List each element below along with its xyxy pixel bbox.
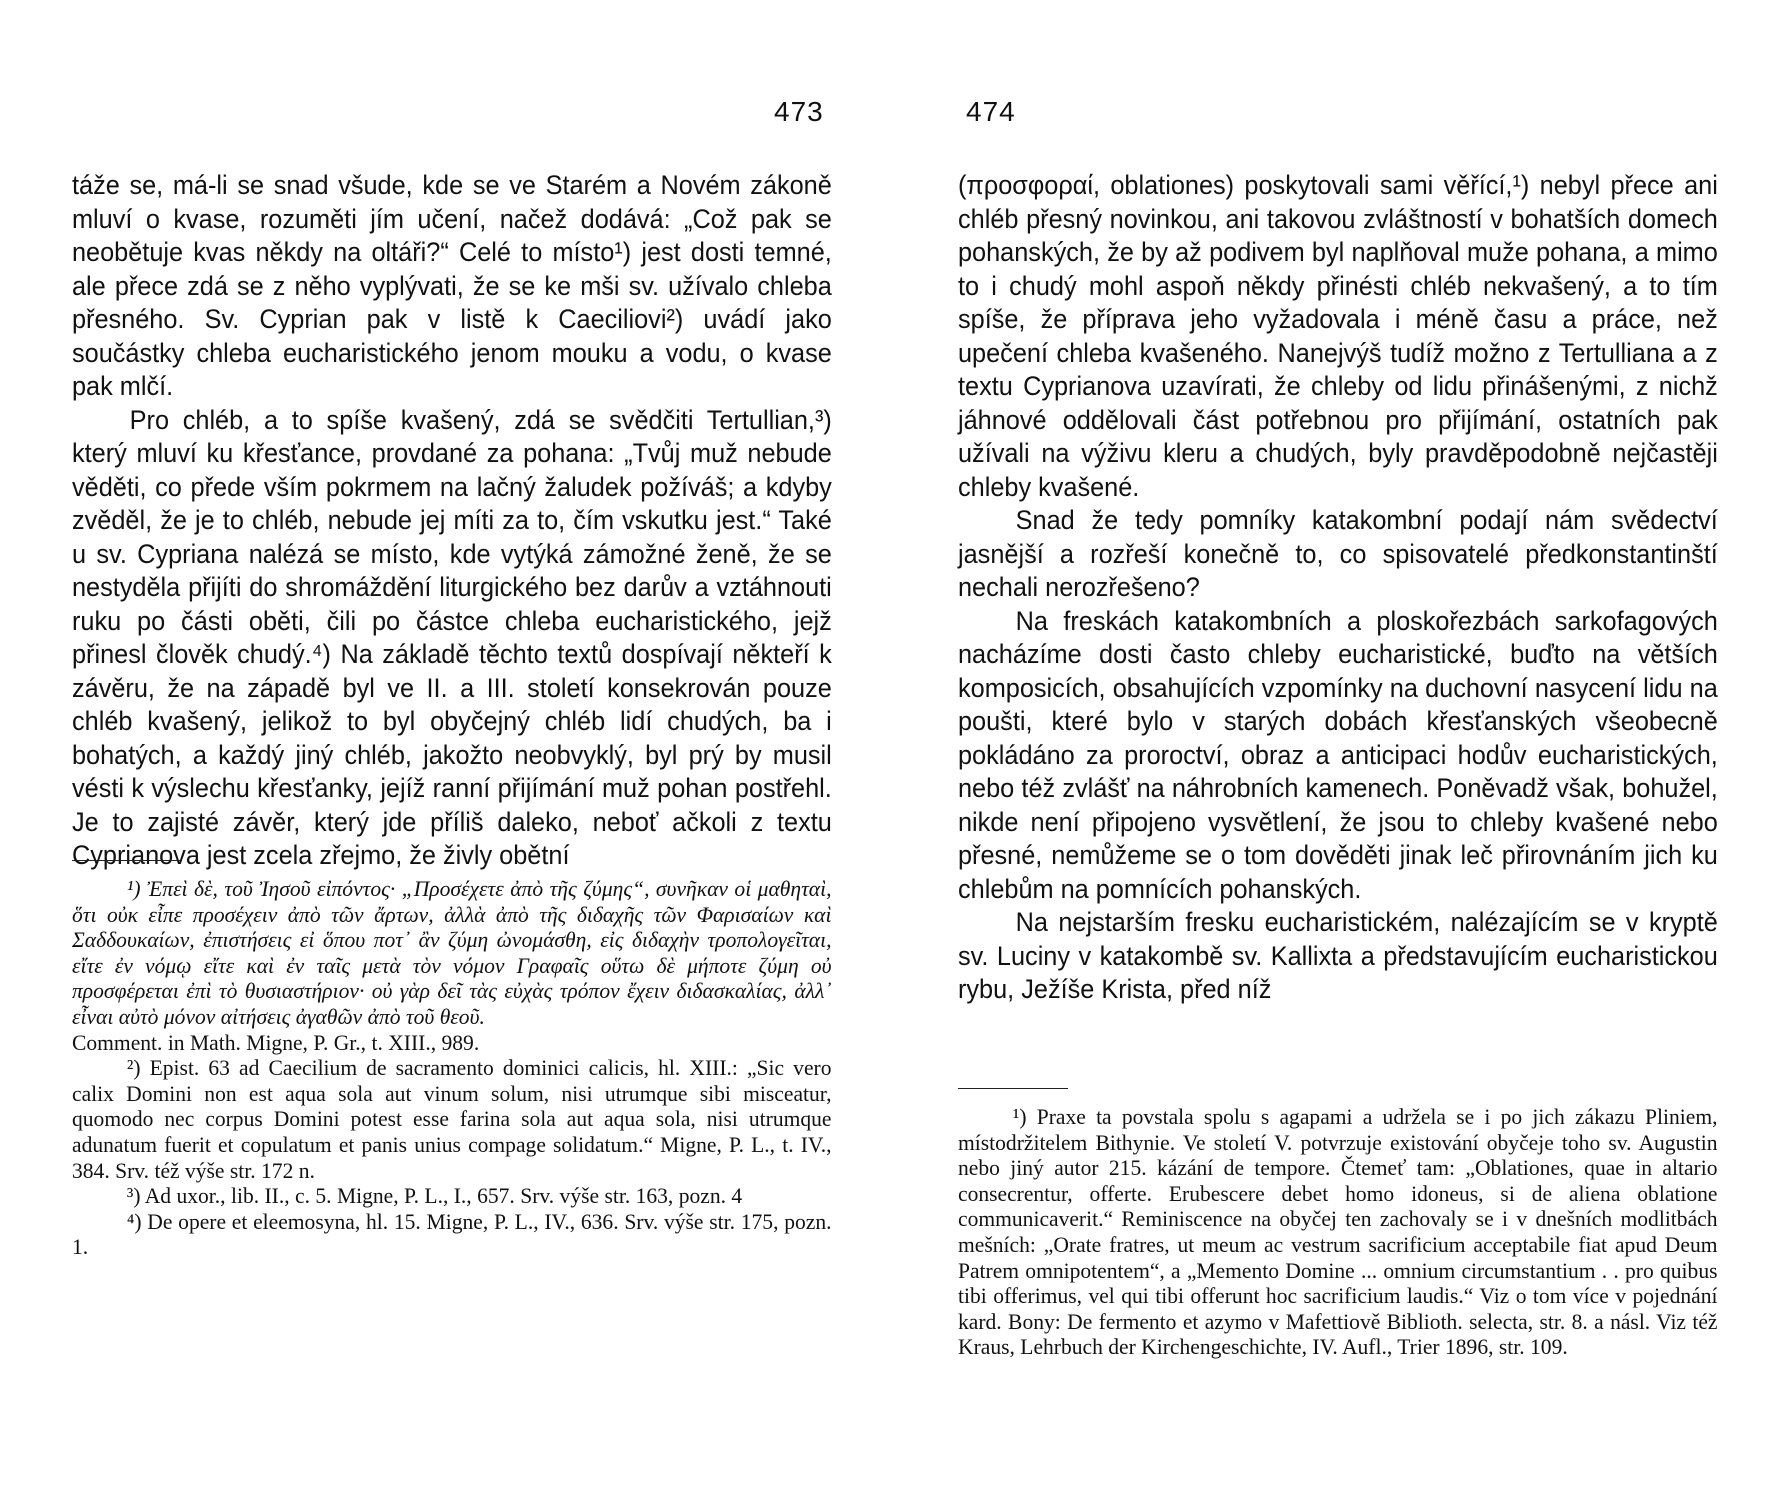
page-number: 474 [966,96,1016,127]
main-text [72,168,832,872]
footnotes [958,1104,1718,1360]
footnote: ⁴) De opere et eleemosyna, hl. 15. Migne, P. L., IV., 636. Srv. výše str. 175, pozn. 1. [72,1208,832,1260]
footnote-rule [958,1088,1068,1089]
footnote-rule [72,860,182,861]
paragraph: Snad že tedy pomníky katakombní podají nám svědectví jasnější a rozřeší konečně to, co spisovatelé předkonstantinští nechali nerozřešeno? [958,504,1718,602]
paragraph: Na nejstarším fresku eucharistickém, nalézajícím se v kryptě sv. Luciny v katakombě sv. Kallixta a představujícím eucharistickou rybu, Ježíše Krista, před níž [958,906,1718,1004]
footnote: ³) Ad uxor., lib. II., c. 5. Migne, P. L., I., 657. Srv. výše str. 163, pozn. 4 [126,1183,743,1209]
footnotes [72,876,832,1260]
paragraph: táže se, má-li se snad všude, kde se ve Starém a Novém zákoně mluví o kvase, rozuměti jím učení, načež dodává: „Což pak se neobětuje kvas někdy na oltáři?“ Celé to místo¹) jest dosti temné, ale přece zdá se z něho vyplývati, že se ke mši sv. užívalo chleba přesného. Sv. Cyprian pak v listě k Caeciliovi²) uvádí jako součástky chleba eucharistického jenom mouku a vodu, o kvase pak mlčí. [72,169,832,401]
paragraph: Na freskách katakombních a ploskořezbách sarkofagových nacházíme dosti často chleby eucharistické, buďto na větších komposicích, obsahujících vzpomínky na duchovní nasycení lidu na poušti, které bylo v starých dobách křesťanských všeobecně pokládáno za proroctví, obraz a anticipaci hodův eucharistických, nebo též zvlášť na náhrobních kamenech. Poněvadž však, bohužel, nikde není připojeno vysvětlení, že jsou to chleby kvašené nebo přesné, nemůžeme se o tom dověděti jinak leč přirovnáním jich ku chlebům na pomnících pohanských. [958,604,1718,904]
footnote: ¹) Ἐπεὶ δὲ, τοῦ Ἰησοῦ εἰπόντος· „Προσέχετε ἀπὸ τῆς ζύμης“, συνῆκαν οἱ μαθηταὶ, ὅτι οὐκ εἶπε προσέχειν ἀπὸ τῶν ἄρτων, ἀλλὰ ἀπὸ τῆς διδαχῆς τῶν Φαρισαίων καὶ Σαδδουκαίων, ἐπιστήσεις εἰ ὅπου ποτ᾽ ἂν ζύμη ὠνομάσθη, εἰς διδαχὴν τροπολογεῖται, εἴτε ἐν νόμῳ εἴτε καὶ ἐν ταῖς μετὰ τὸν νόμον Γραφαῖς οὕτω δὲ μήποτε ζύμη οὐ προσφέρεται ἐπὶ τὸ θυσιαστήριον· οὐ γὰρ δεῖ τὰς εὐχὰς τρόπον ἔχειν διδασκαλίας, ἀλλ᾽ εἶναι αὐτὸ μόνον αἰτήσεις ἀγαθῶν ἀπὸ τοῦ θεοῦ. [72,876,832,1029]
main-text [958,168,1718,1006]
left-page [72,0,832,1501]
footnote: ²) Epist. 63 ad Caecilium de sacramento dominici calicis, hl. XIII.: „Sic vero calix Domini non est aqua sola aut vinum solum, nisi utrumque sibi misceatur, quomodo nec corpus Domini potest esse farina sola aut aqua sola, nisi utrumque adunatum fuerit et copulatum et panis unius compage solidatum.“ Migne, P. L., t. IV., 384. Srv. též výše str. 172 n. [72,1055,832,1183]
footnote: ¹) Praxe ta povstala spolu s agapami a udržela se i po jich zákazu Pliniem, místodržitelem Bithynie. Ve století V. potvrzuje existování obyčeje toho sv. Augustin nebo jiný autor 215. kázání de tempore. Čtemeť tam: „Oblationes, quae in altario consecrentur, offerte. Erubescere debet homo idoneus, si de aliena oblatione communicaverit.“ Reminiscence na obyčej ten zachovaly se i v dnešních modlitbách mešních: „Orate fratres, ut meum ac vestrum sacrificium acceptabile fiat apud Deum Patrem omnipotentem“, a „Memento Domine ... omnium circumstantium . . pro quibus tibi offerimus, vel qui tibi offerunt hoc sacrificium laudis.“ Viz o tom více v pojednání kard. Bony: De fermento et azymo v Mafettiově Biblioth. selecta, str. 8. a násl. Viz též Kraus, Lehrbuch der Kirchengeschichte, IV. Aufl., Trier 1896, str. 109. [958,1104,1718,1360]
page-number: 473 [774,96,824,127]
right-page [958,0,1718,1501]
paragraph: Pro chléb, a to spíše kvašený, zdá se svědčiti Tertullian,³) který mluví ku křesťance, provdané za pohana: „Tvůj muž nebude věděti, co přede vším pokrmem na lačný žaludek požíváš; a kdyby zvěděl, že je to chléb, nebude jej míti za to, čím vskutku jest.“ Také u sv. Cypriana nalézá se místo, kde vytýká zámožné ženě, že se nestyděla přijíti do shromáždění liturgického bez darův a vztáhnouti ruku po části oběti, čili po částce chleba eucharistického, jejž přinesl člověk chudý.⁴) Na základě těchto textů dospívají někteří k závěru, že na západě byl ve II. a III. století konsekrován pouze chléb kvašený, jelikož to byl obyčejný chléb lidí chudých, ba i bohatých, a každý jiný chléb, jakožto neobvyklý, byl prý by musil vésti k výslechu křesťanky, jejíž ranní přijímání muž pohan postřehl. Je to zajisté závěr, který jde příliš daleko, neboť ačkoli z textu Cyprianova jest zcela zřejmo, že živly obětní [72,403,832,870]
paragraph: (προσφοραί, oblationes) poskytovali sami věřící,¹) nebyl přece ani chléb přesný novinkou, ani takovou zvláštností v bohatších domech pohanských, že by až podivem byl naplňoval muže pohana, a mimo to i chudý mohl aspoň někdy přinésti chléb nekvašený, a to tím spíše, že příprava jeho vyžadovala i méně času a práce, než upečení chleba kvašeného. Nanejvýš tudíž možno z Tertulliana a z textu Cyprianova uzavírati, že chleby od lidu přinášenými, z nichž jáhnové oddělovali část potřebnou pro přijímání, ostatních pak užívali na výživu kleru a chudých, byly pravděpodobně nejčastěji chleby kvašené. [958,169,1718,502]
footnote-citation: Comment. in Math. Migne, P. Gr., t. XIII., 989. [72,1029,480,1055]
